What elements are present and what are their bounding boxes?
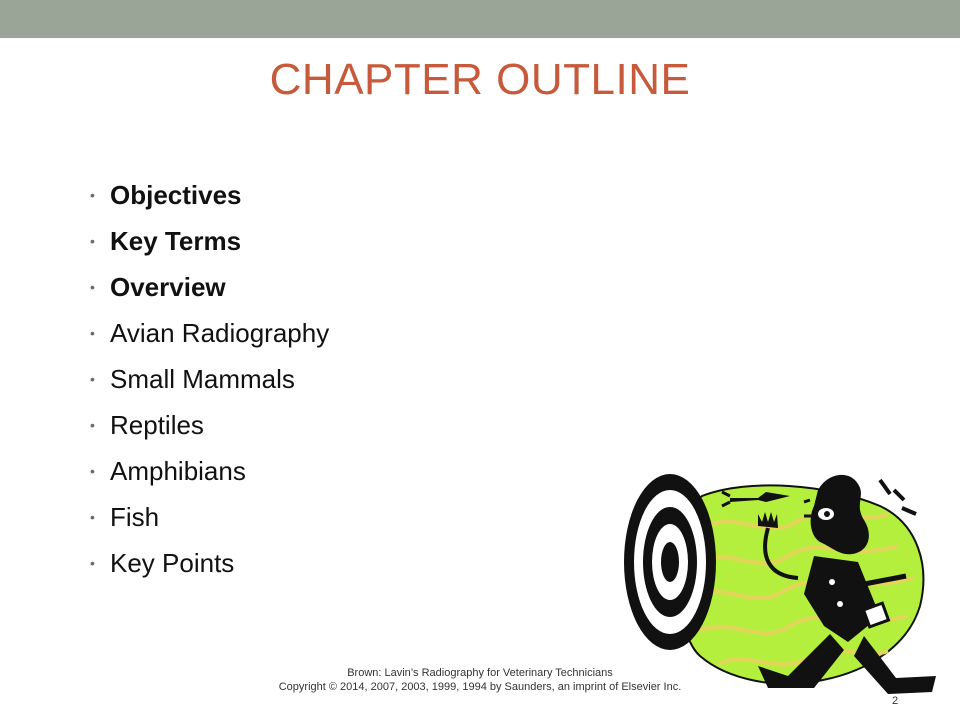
- footer-line-book: Brown: Lavin’s Radiography for Veterinary Technicians: [347, 667, 613, 679]
- bullet-icon: •: [90, 555, 95, 571]
- bullet-item: • Amphibians: [90, 448, 329, 494]
- bullet-item: • Objectives: [90, 172, 329, 218]
- bullet-icon: •: [90, 279, 95, 295]
- bullet-list: [90, 172, 329, 586]
- footer-line-copyright: Copyright © 2014, 2007, 2003, 1999, 1994 by Saunders, an imprint of Elsevier Inc.: [278, 681, 682, 693]
- slide-title: CHAPTER OUTLINE: [269, 55, 691, 104]
- top-bar: [0, 0, 960, 38]
- bullet-icon: •: [90, 233, 95, 249]
- bullet-icon: •: [90, 463, 95, 479]
- bullet-item: • Reptiles: [90, 402, 329, 448]
- bullet-icon: •: [90, 371, 95, 387]
- slide-footer: [0, 666, 960, 694]
- bullet-item: • Key Terms: [90, 218, 329, 264]
- bullet-item: • Avian Radiography: [90, 310, 329, 356]
- target-dart-thrower-icon: [618, 466, 940, 698]
- bullet-item: • Overview: [90, 264, 329, 310]
- bullet-item: • Fish: [90, 494, 329, 540]
- bullet-item: • Small Mammals: [90, 356, 329, 402]
- bullet-icon: •: [90, 509, 95, 525]
- bullet-icon: •: [90, 325, 95, 341]
- page-number: 2: [891, 695, 899, 707]
- bullet-icon: •: [90, 187, 95, 203]
- bullet-item: • Key Points: [90, 540, 329, 586]
- bullet-icon: •: [90, 417, 95, 433]
